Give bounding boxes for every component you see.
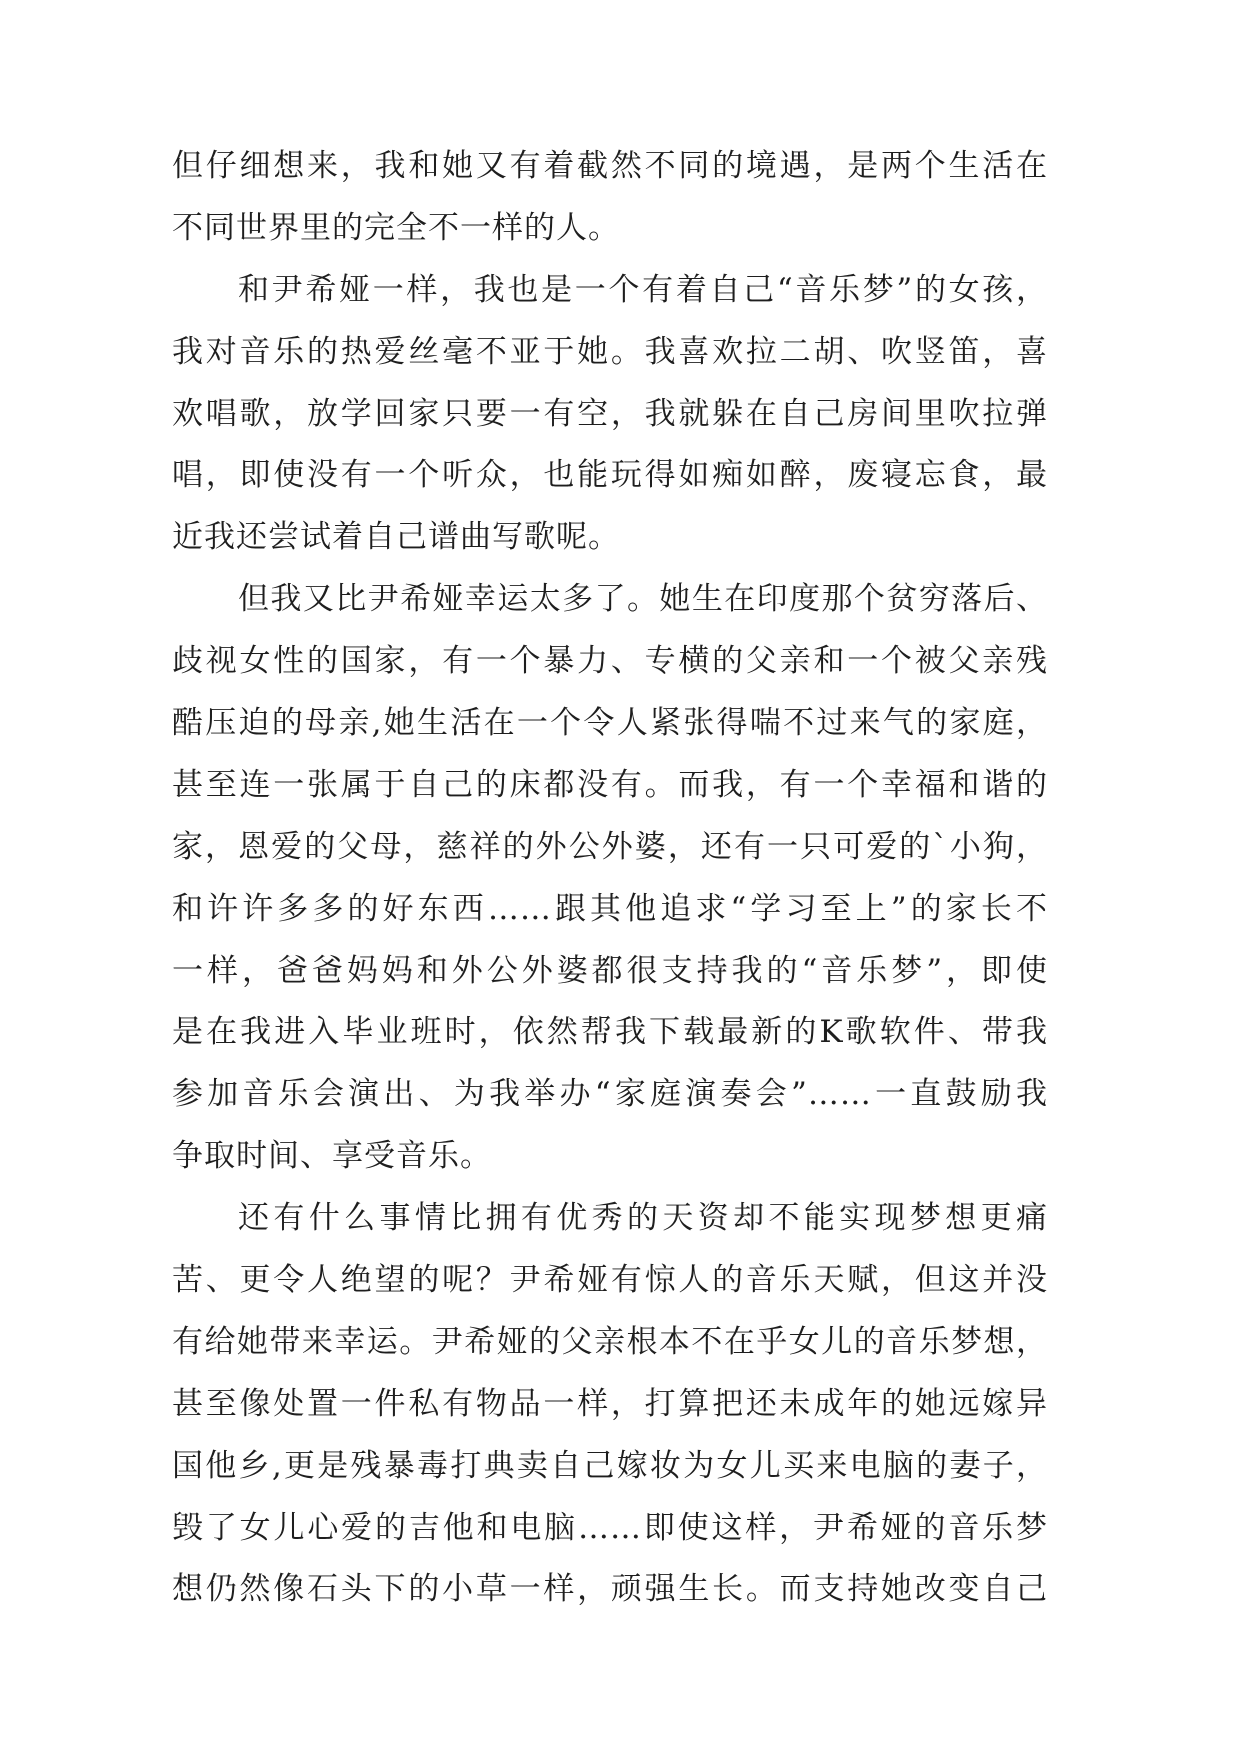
- text-line: 但我又比尹希娅幸运太多了。她生在印度那个贫穷落后、: [238, 581, 1048, 618]
- text-line: 甚至连一张属于自己的床都没有。而我，有一个幸福和谐的: [172, 766, 1048, 803]
- text-line: 和许许多多的好东西……跟其他追求“学习至上”的家长不: [172, 890, 1048, 927]
- text-line: 争取时间、享受音乐。: [172, 1138, 492, 1175]
- paragraph: [172, 1188, 1048, 1621]
- body-text: [172, 136, 1048, 1621]
- text-line: 有给她带来幸运。尹希娅的父亲根本不在乎女儿的音乐梦想，: [172, 1323, 1048, 1360]
- text-line: 苦、更令人绝望的呢？尹希娅有惊人的音乐天赋，但这并没: [172, 1262, 1048, 1299]
- text-line: 唱，即使没有一个听众，也能玩得如痴如醉，废寝忘食，最: [172, 457, 1048, 494]
- text-line: 但仔细想来，我和她又有着截然不同的境遇，是两个生活在: [172, 148, 1048, 184]
- text-line: 是在我进入毕业班时，依然帮我下载最新的K歌软件、带我: [172, 1014, 1048, 1051]
- text-line: 家，恩爱的父母，慈祥的外公外婆，还有一只可爱的`小狗，: [172, 828, 1048, 865]
- text-line: 欢唱歌，放学回家只要一有空，我就躲在自己房间里吹拉弹: [172, 395, 1048, 432]
- text-line: 毁了女儿心爱的吉他和电脑……即使这样，尹希娅的音乐梦: [172, 1509, 1048, 1546]
- text-line: 参加音乐会演出、为我举办“家庭演奏会”……一直鼓励我: [172, 1076, 1048, 1113]
- paragraph: [172, 136, 1048, 260]
- text-line: 一样，爸爸妈妈和外公外婆都很支持我的“音乐梦”，即使: [172, 952, 1048, 989]
- text-line: 我对音乐的热爱丝毫不亚于她。我喜欢拉二胡、吹竖笛，喜: [172, 333, 1048, 370]
- text-line: 想仍然像石头下的小草一样，顽强生长。而支持她改变自己: [172, 1571, 1048, 1608]
- paragraph: [172, 569, 1048, 1188]
- text-line: 国他乡,更是残暴毒打典卖自己嫁妆为女儿买来电脑的妻子，: [172, 1447, 1048, 1484]
- text-line: 不同世界里的完全不一样的人。: [172, 209, 620, 246]
- text-line: 酷压迫的母亲,她生活在一个令人紧张得喘不过来气的家庭，: [172, 705, 1048, 742]
- text-line: 近我还尝试着自己谱曲写歌呢。: [172, 519, 620, 556]
- text-line: 还有什么事情比拥有优秀的天资却不能实现梦想更痛: [238, 1200, 1048, 1237]
- text-line: 歧视女性的国家，有一个暴力、专横的父亲和一个被父亲残: [172, 643, 1048, 680]
- text-line: 和尹希娅一样，我也是一个有着自己“音乐梦”的女孩，: [238, 271, 1048, 308]
- text-line: 甚至像处置一件私有物品一样，打算把还未成年的她远嫁异: [172, 1385, 1048, 1422]
- paragraph: [172, 260, 1048, 569]
